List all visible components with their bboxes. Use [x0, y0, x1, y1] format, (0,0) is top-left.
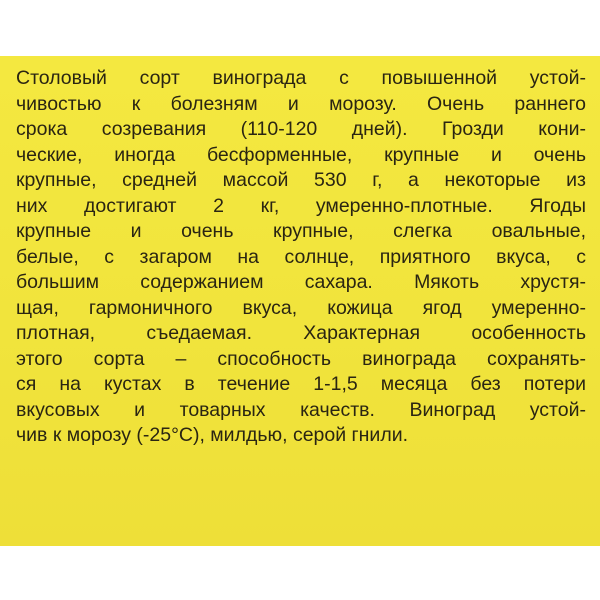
description-line: плотная, съедаемая. Характерная особенность: [16, 322, 586, 344]
description-line: чивостью к болезням и морозу. Очень раннего: [16, 92, 586, 115]
description-line: большим содержанием сахара. Мякоть хрустя-: [16, 271, 586, 293]
description-line: них достигают 2 кг, умеренно-плотные. Ягоды: [16, 194, 586, 217]
description-line: ческие, иногда бесформенные, крупные и очень: [16, 143, 586, 166]
description-line: чив к морозу (-25°С), милдью, серой гнили.: [16, 424, 409, 446]
description-line: ся на кустах в течение 1-1,5 месяца без потери: [16, 373, 586, 395]
product-description-text: [16, 66, 586, 449]
description-line: щая, гармоничного вкуса, кожица ягод умеренно-: [16, 296, 586, 319]
description-line: вкусовых и товарных качеств. Виноград устой-: [16, 398, 586, 421]
product-description-panel: [0, 56, 600, 546]
description-line: крупные, средней массой 530 г, а некоторые из: [16, 169, 586, 191]
description-line: Столовый сорт винограда с повышенной устой-: [16, 67, 586, 89]
description-line: этого сорта – способность винограда сохранять-: [16, 347, 586, 370]
description-line: крупные и очень крупные, слегка овальные,: [16, 220, 586, 242]
description-line: белые, с загаром на солнце, приятного вкуса, с: [16, 245, 586, 268]
description-line: срока созревания (110-120 дней). Грозди кони-: [16, 118, 586, 140]
